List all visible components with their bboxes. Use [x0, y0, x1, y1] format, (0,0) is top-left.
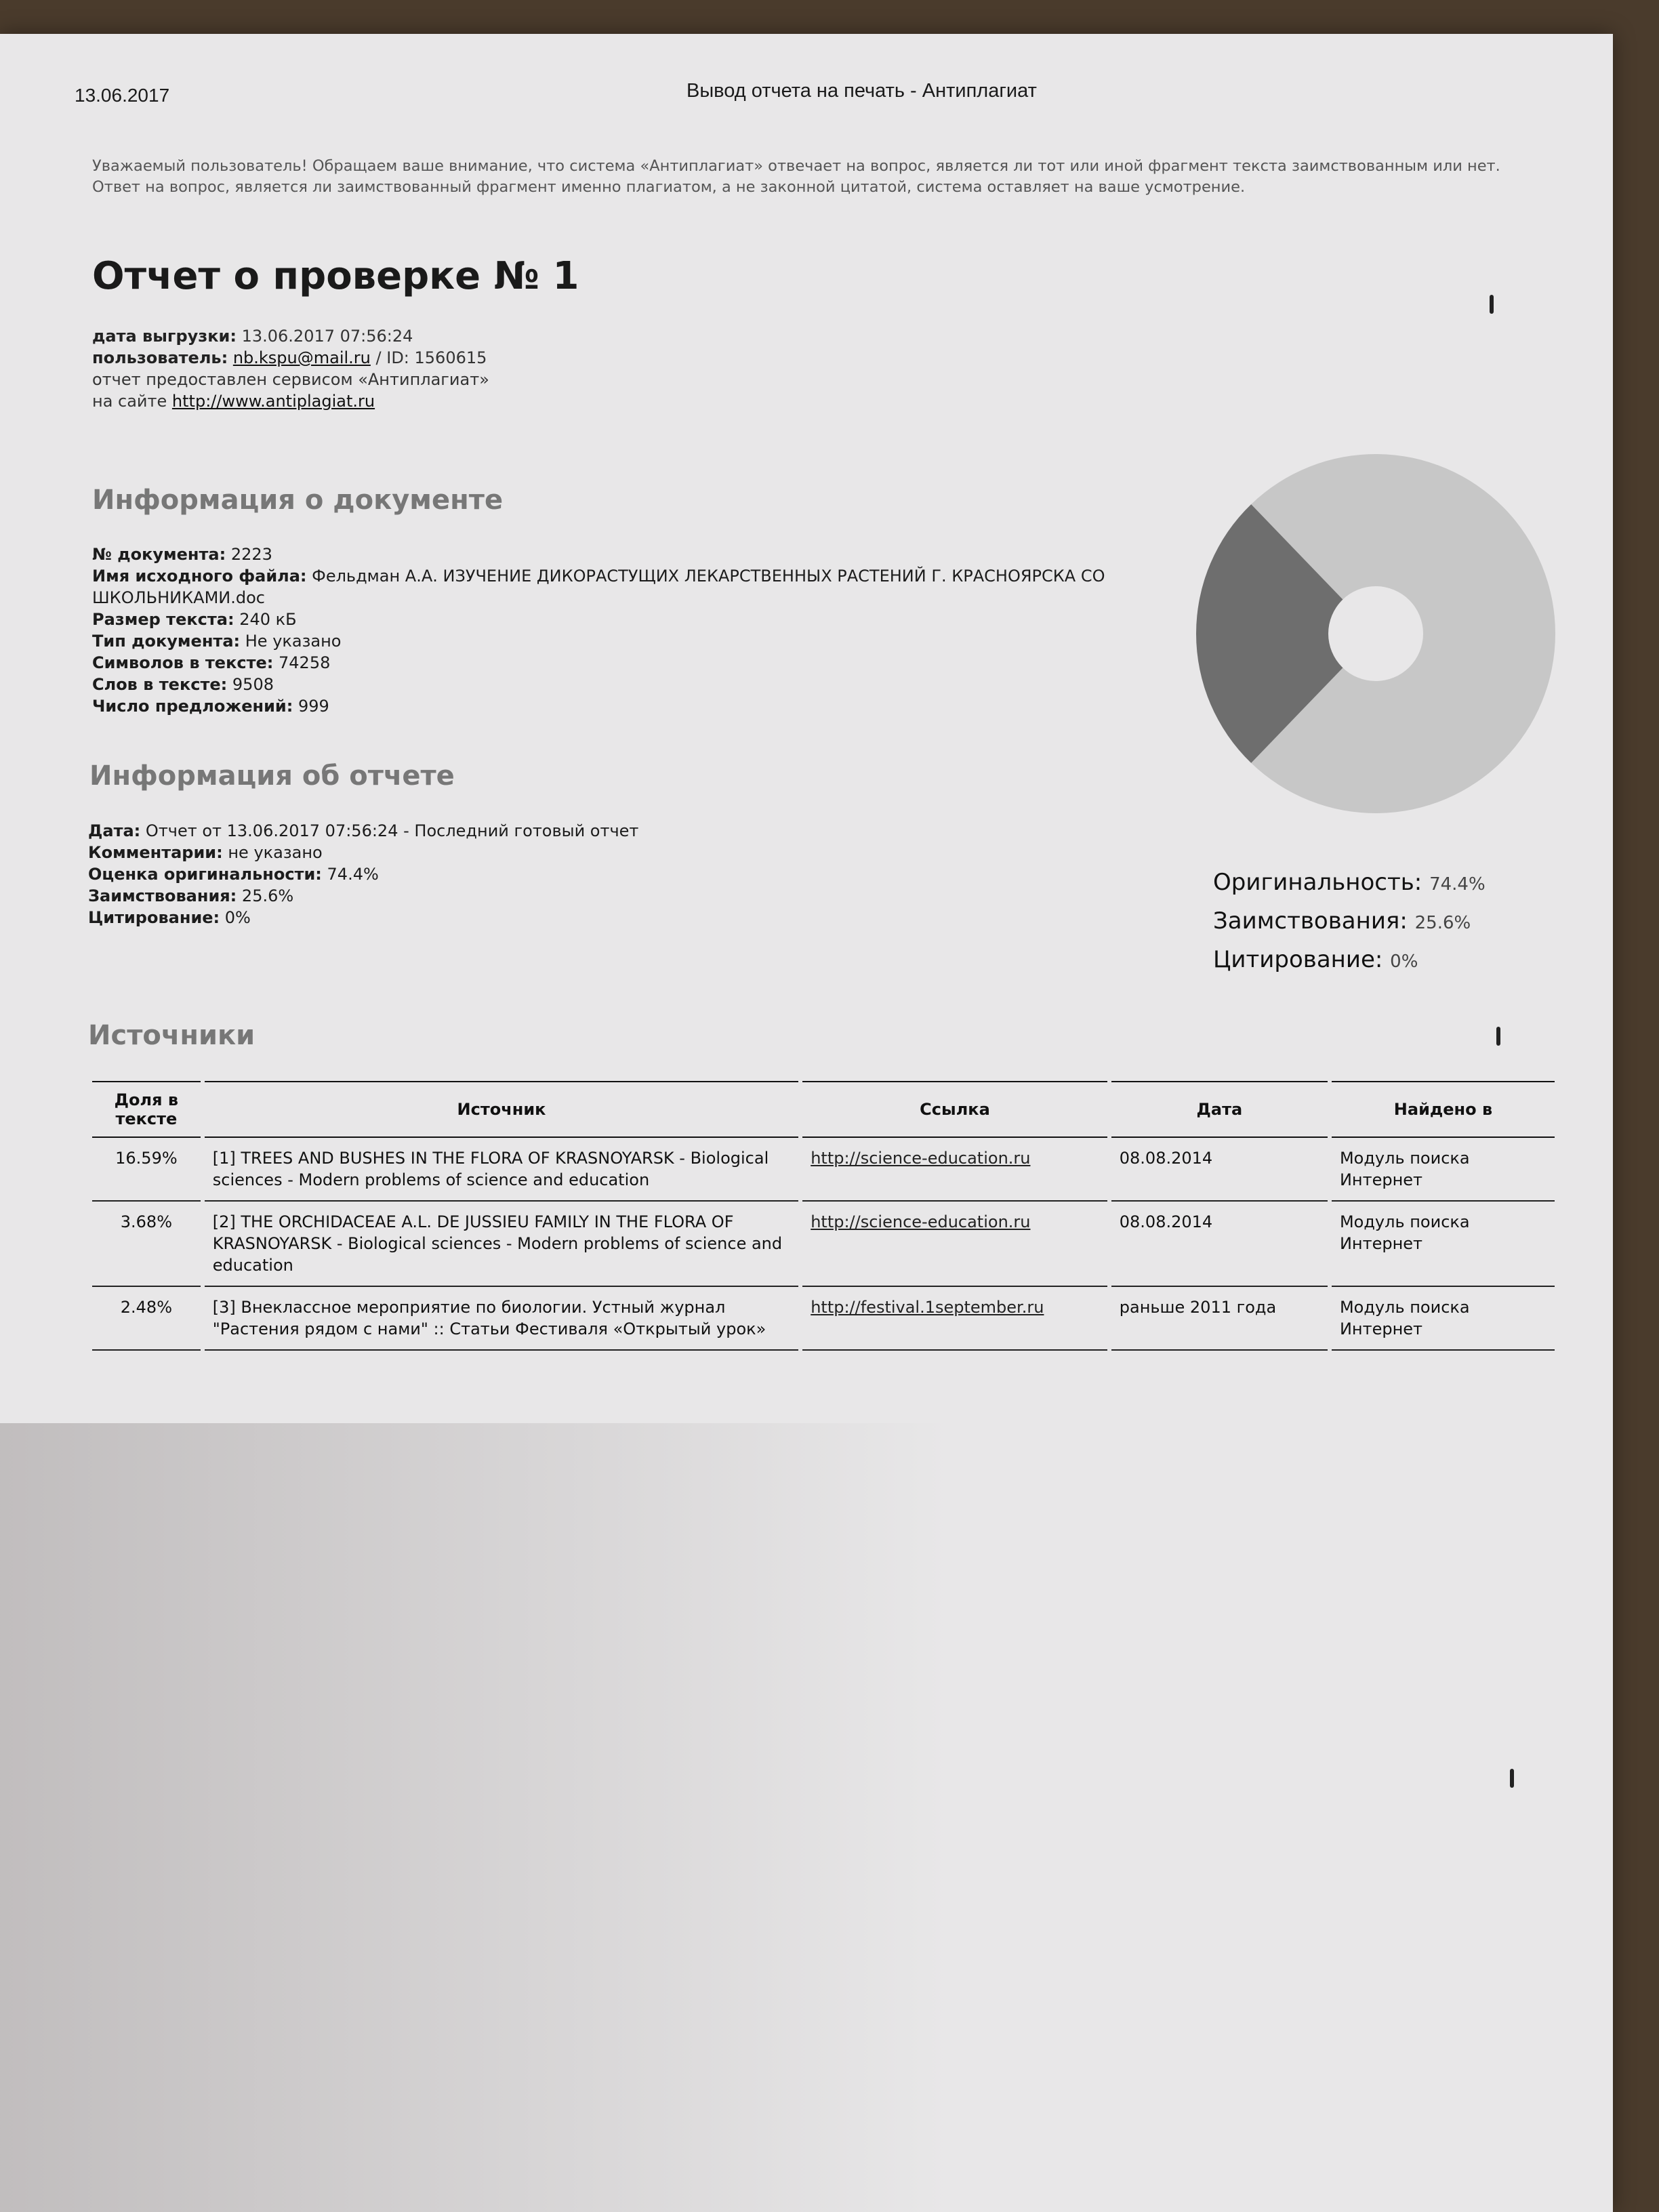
legend-value: 25.6%	[1414, 913, 1471, 933]
ink-mark	[1510, 1769, 1514, 1788]
source-date: раньше 2011 года	[1111, 1287, 1328, 1351]
source-link[interactable]: http://science-education.ru	[811, 1212, 1031, 1231]
words-value: 9508	[232, 675, 274, 694]
source-title: [3] Внеклассное мероприятие по биологии. Устный журнал "Растения рядом с нами" :: Статьи Фестиваля «Открытый урок»	[205, 1287, 798, 1351]
report-info	[88, 820, 1105, 928]
sentences-value: 999	[298, 697, 329, 716]
doc-info	[92, 544, 1149, 717]
report-title: Отчет о проверке № 1	[92, 254, 579, 298]
print-title: Вывод отчета на печать - Антиплагиат	[687, 80, 1037, 102]
legend-label: Заимствования:	[1213, 907, 1408, 935]
borrowings-value: 25.6%	[241, 886, 294, 905]
source-title: [1] TREES AND BUSHES IN THE FLORA OF KRASNOYARSK - Biological sciences - Modern problems of science and education	[205, 1138, 798, 1202]
source-link-cell	[802, 1287, 1107, 1351]
words-label: Слов в тексте:	[92, 675, 228, 694]
col-header-found-in: Найдено в	[1332, 1081, 1555, 1138]
legend-value: 74.4%	[1429, 874, 1486, 895]
originality-value: 74.4%	[327, 865, 379, 884]
file-name-value: Фельдман А.А. ИЗУЧЕНИЕ ДИКОРАСТУЩИХ ЛЕКАРСТВЕННЫХ РАСТЕНИЙ Г. КРАСНОЯРСКА СО ШКОЛЬНИКАМИ.doc	[92, 567, 1105, 607]
export-date-label: дата выгрузки:	[92, 327, 237, 346]
ink-mark	[1490, 295, 1494, 314]
source-share: 16.59%	[92, 1138, 201, 1202]
source-link-cell	[802, 1138, 1107, 1202]
user-email-link[interactable]: nb.kspu@mail.ru	[232, 348, 371, 367]
source-date: 08.08.2014	[1111, 1138, 1328, 1202]
source-found-in: Модуль поиска Интернет	[1332, 1287, 1555, 1351]
legend-item-borrowings	[1213, 903, 1486, 941]
chars-value: 74258	[279, 653, 331, 672]
legend-value: 0%	[1390, 951, 1418, 972]
user-label: пользователь:	[92, 348, 228, 367]
citation-label: Цитирование:	[88, 908, 220, 927]
doc-info-row	[92, 609, 1149, 630]
borrowings-label: Заимствования:	[88, 886, 237, 905]
originality-pie-chart	[1193, 451, 1559, 817]
doc-info-row	[92, 630, 1149, 652]
source-share: 3.68%	[92, 1202, 201, 1287]
source-link[interactable]: http://science-education.ru	[811, 1149, 1031, 1168]
legend-item-citation	[1213, 941, 1486, 980]
site-link[interactable]: http://www.antiplagiat.ru	[171, 392, 375, 411]
doc-info-row	[92, 695, 1149, 717]
print-date: 13.06.2017	[75, 85, 170, 106]
source-date: 08.08.2014	[1111, 1202, 1328, 1287]
source-found-in: Модуль поиска Интернет	[1332, 1202, 1555, 1287]
report-date-value: Отчет от 13.06.2017 07:56:24 - Последний готовый отчет	[145, 821, 639, 840]
legend-item-originality	[1213, 864, 1486, 903]
report-info-row	[88, 885, 1105, 907]
report-page	[0, 34, 1613, 2212]
sources-heading: Источники	[88, 1020, 255, 1051]
text-size-label: Размер текста:	[92, 610, 234, 629]
source-title: [2] THE ORCHIDACEAE A.L. DE JUSSIEU FAMILY IN THE FLORA OF KRASNOYARSK - Biological sciences - Modern problems of science and education	[205, 1202, 798, 1287]
pie-svg	[1193, 451, 1559, 817]
report-info-row	[88, 907, 1105, 928]
col-header-date: Дата	[1111, 1081, 1328, 1138]
legend-label: Цитирование:	[1213, 946, 1383, 973]
sentences-label: Число предложений:	[92, 697, 293, 716]
citation-value: 0%	[224, 908, 251, 927]
report-info-heading: Информация об отчете	[89, 760, 455, 792]
source-share: 2.48%	[92, 1287, 201, 1351]
chars-label: Символов в тексте:	[92, 653, 274, 672]
sources-table	[88, 1081, 1559, 1351]
source-link-cell	[802, 1202, 1107, 1287]
doc-info-heading: Информация о документе	[92, 485, 504, 516]
legend-label: Оригинальность:	[1213, 869, 1422, 896]
source-found-in: Модуль поиска Интернет	[1332, 1138, 1555, 1202]
originality-label: Оценка оригинальности:	[88, 865, 322, 884]
col-header-share: Доля в тексте	[92, 1081, 201, 1138]
ink-mark	[1496, 1027, 1500, 1046]
doc-number-label: № документа:	[92, 545, 226, 564]
report-date-label: Дата:	[88, 821, 141, 840]
site-prefix: на сайте	[92, 392, 167, 411]
file-name-label: Имя исходного файла:	[92, 567, 307, 586]
pie-hole	[1328, 586, 1423, 681]
table-header-row	[92, 1081, 1555, 1138]
doc-info-row	[92, 674, 1149, 695]
provided-by: отчет предоставлен сервисом «Антиплагиат»	[92, 370, 489, 389]
doc-info-row	[92, 565, 1149, 609]
disclaimer-notice: Уважаемый пользователь! Обращаем ваше внимание, что система «Антиплагиат» отвечает на вопрос, является ли тот или иной фрагмент текста заимствованным или нет. Ответ на вопрос, является ли заимствованный фрагмент именно плагиатом, а не законной цитатой, система оставляет на ваше усмотрение.	[92, 157, 1500, 196]
col-header-link: Ссылка	[802, 1081, 1107, 1138]
table-row	[92, 1138, 1555, 1202]
report-info-row	[88, 820, 1105, 842]
report-meta	[92, 325, 489, 412]
text-size-value: 240 кБ	[239, 610, 297, 629]
comments-label: Комментарии:	[88, 843, 223, 862]
doc-type-label: Тип документа:	[92, 632, 241, 651]
doc-number-value: 2223	[230, 545, 272, 564]
export-date-value: 13.06.2017 07:56:24	[241, 327, 413, 346]
table-row	[92, 1202, 1555, 1287]
col-header-source: Источник	[205, 1081, 798, 1138]
report-info-row	[88, 842, 1105, 863]
source-link[interactable]: http://festival.1september.ru	[811, 1298, 1044, 1317]
chart-legend	[1213, 864, 1486, 980]
report-info-row	[88, 863, 1105, 885]
user-id: / ID: 1560615	[375, 348, 487, 367]
lighting-shadow	[0, 1423, 949, 2212]
table-row	[92, 1287, 1555, 1351]
comments-value: не указано	[228, 843, 323, 862]
doc-info-row	[92, 652, 1149, 674]
doc-info-row	[92, 544, 1149, 565]
doc-type-value: Не указано	[245, 632, 342, 651]
